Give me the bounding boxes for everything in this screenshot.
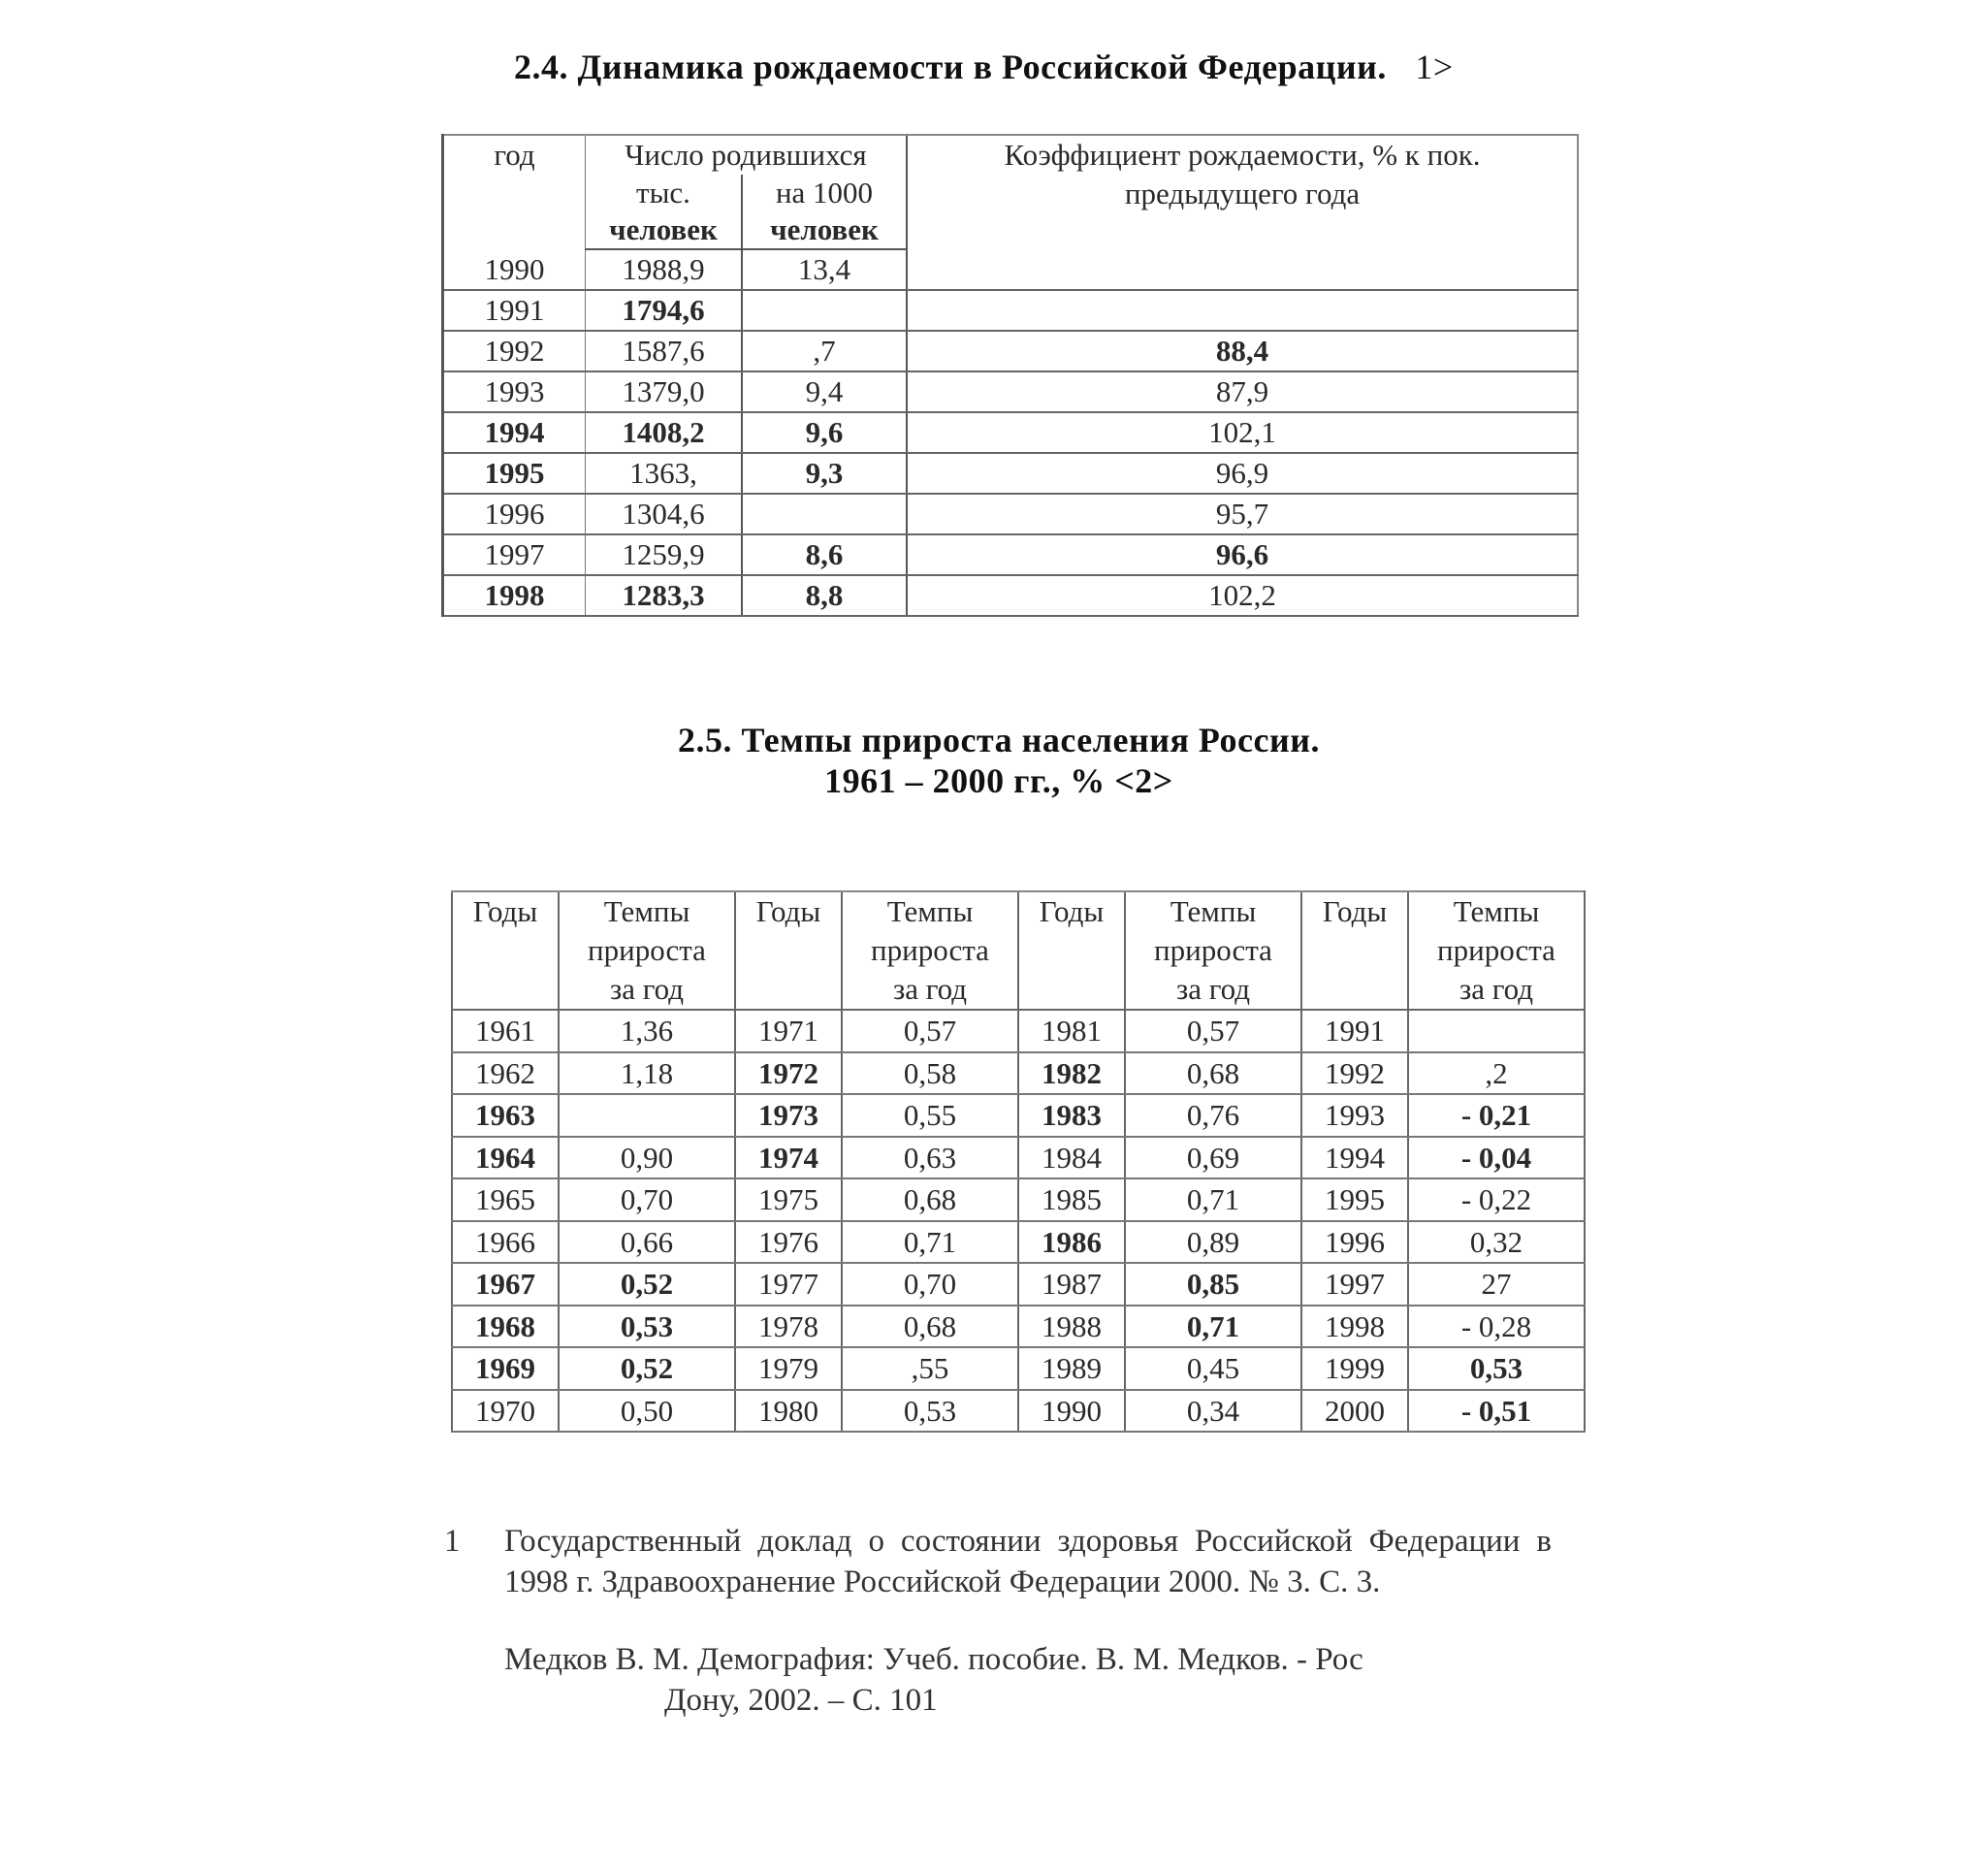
cell-thousand: 1408,2	[586, 412, 743, 453]
table-row	[443, 290, 1579, 331]
cell-year: 1981	[1018, 1010, 1125, 1052]
header-rate	[559, 891, 735, 1010]
cell-coef: 96,6	[907, 534, 1578, 575]
cell-growth-rate: - 0,51	[1408, 1390, 1585, 1433]
header-rate	[842, 891, 1018, 1010]
table-population-growth	[451, 890, 1586, 1433]
cell-year: 1989	[1018, 1347, 1125, 1390]
cell-growth-rate	[559, 1094, 735, 1137]
cell-growth-rate: 0,53	[842, 1390, 1018, 1433]
cell-year: 2000	[1301, 1390, 1408, 1433]
cell-growth-rate: 0,32	[1408, 1221, 1585, 1264]
cell-growth-rate: 0,53	[559, 1306, 735, 1348]
cell-thousand: 1794,6	[586, 290, 743, 331]
cell-growth-rate: - 0,04	[1408, 1137, 1585, 1179]
cell-year: 1969	[452, 1347, 559, 1390]
cell-growth-rate	[1408, 1010, 1585, 1052]
cell-year: 1996	[1301, 1221, 1408, 1264]
cell-per1000: 9,4	[742, 371, 907, 412]
cell-growth-rate: 1,36	[559, 1010, 735, 1052]
table-row	[443, 371, 1579, 412]
cell-year: 1977	[735, 1263, 842, 1306]
cell-growth-rate: 0,71	[842, 1221, 1018, 1264]
cell-year: 1991	[1301, 1010, 1408, 1052]
table-row	[443, 534, 1579, 575]
cell-year: 1988	[1018, 1306, 1125, 1348]
cell-coef	[907, 249, 1578, 290]
header-thousand-line2: человек	[586, 211, 743, 249]
cell-growth-rate: 0,57	[842, 1010, 1018, 1052]
cell-year: 1974	[735, 1137, 842, 1179]
cell-year: 1975	[735, 1178, 842, 1221]
cell-year: 1990	[443, 249, 586, 290]
cell-year: 1970	[452, 1390, 559, 1433]
cell-per1000: 13,4	[742, 249, 907, 290]
cell-year: 1983	[1018, 1094, 1125, 1137]
footnote-1: Государственный доклад о состоянии здоровья Российской Федерации в 1998 г. Здравоохранение Российской Федерации 2000. № 3. С. 3.	[504, 1524, 1552, 1599]
cell-year: 1994	[1301, 1137, 1408, 1179]
cell-growth-rate: - 0,21	[1408, 1094, 1585, 1137]
header-rate-line3: за год	[1175, 972, 1251, 1006]
cell-per1000: 8,6	[742, 534, 907, 575]
header-coef-line2: предыдущего года	[1124, 177, 1361, 210]
cell-year: 1968	[452, 1306, 559, 1348]
cell-year: 1963	[452, 1094, 559, 1137]
header-years: Годы	[1301, 891, 1408, 1010]
header-years: Годы	[1018, 891, 1125, 1010]
cell-growth-rate: 0,90	[559, 1137, 735, 1179]
cell-year: 1995	[443, 453, 586, 494]
cell-growth-rate: 0,71	[1125, 1306, 1301, 1348]
cell-year: 1979	[735, 1347, 842, 1390]
table-row	[452, 1094, 1585, 1137]
cell-growth-rate: 0,45	[1125, 1347, 1301, 1390]
header-rate	[1408, 891, 1585, 1010]
cell-year: 1994	[443, 412, 586, 453]
table-row	[443, 453, 1579, 494]
header-year: год	[443, 135, 586, 249]
cell-growth-rate: 0,34	[1125, 1390, 1301, 1433]
cell-year: 1992	[443, 331, 586, 371]
footnote-2-line1: Медков В. М. Демография: Учеб. пособие. В. М. Медков. - Рос	[504, 1642, 1363, 1677]
cell-year: 1980	[735, 1390, 842, 1433]
cell-per1000: 9,6	[742, 412, 907, 453]
cell-growth-rate: 27	[1408, 1263, 1585, 1306]
cell-coef: 88,4	[907, 331, 1578, 371]
cell-thousand: 1587,6	[586, 331, 743, 371]
cell-year: 1967	[452, 1263, 559, 1306]
cell-thousand: 1283,3	[586, 575, 743, 616]
cell-year: 1998	[1301, 1306, 1408, 1348]
header-coef	[907, 135, 1578, 249]
table-2-5-subtitle: 1961 – 2000 гг., % <2>	[824, 761, 1173, 800]
cell-year: 1965	[452, 1178, 559, 1221]
table-row	[452, 1178, 1585, 1221]
cell-thousand: 1988,9	[586, 249, 743, 290]
footnote-2	[504, 1639, 1552, 1721]
cell-coef: 96,9	[907, 453, 1578, 494]
header-rate-line1: Темпы	[603, 894, 690, 928]
cell-growth-rate: 0,89	[1125, 1221, 1301, 1264]
table-row	[452, 1347, 1585, 1390]
cell-year: 1978	[735, 1306, 842, 1348]
cell-growth-rate: - 0,28	[1408, 1306, 1585, 1348]
header-rate-line1: Темпы	[886, 894, 974, 928]
cell-growth-rate: 0,57	[1125, 1010, 1301, 1052]
table-2-5-title: 2.5. Темпы прироста населения России.	[678, 721, 1320, 759]
cell-growth-rate: 0,71	[1125, 1178, 1301, 1221]
cell-year: 1971	[735, 1010, 842, 1052]
cell-growth-rate: 0,68	[842, 1306, 1018, 1348]
cell-per1000: 8,8	[742, 575, 907, 616]
cell-year: 1966	[452, 1221, 559, 1264]
cell-year: 1999	[1301, 1347, 1408, 1390]
cell-year: 1982	[1018, 1052, 1125, 1095]
header-per1000-line1: на 1000	[742, 175, 907, 211]
table-row	[452, 1010, 1585, 1052]
cell-year: 1991	[443, 290, 586, 331]
cell-year: 1985	[1018, 1178, 1125, 1221]
cell-growth-rate: ,2	[1408, 1052, 1585, 1095]
cell-growth-rate: 0,58	[842, 1052, 1018, 1095]
table-row	[443, 494, 1579, 534]
cell-growth-rate: 1,18	[559, 1052, 735, 1095]
table-row	[452, 1263, 1585, 1306]
cell-growth-rate: 0,50	[559, 1390, 735, 1433]
cell-year: 1997	[1301, 1263, 1408, 1306]
cell-year: 1962	[452, 1052, 559, 1095]
header-rate	[1125, 891, 1301, 1010]
cell-growth-rate: 0,70	[559, 1178, 735, 1221]
cell-per1000: ,7	[742, 331, 907, 371]
cell-growth-rate: 0,66	[559, 1221, 735, 1264]
cell-thousand: 1379,0	[586, 371, 743, 412]
cell-year: 1987	[1018, 1263, 1125, 1306]
cell-coef	[907, 290, 1578, 331]
cell-per1000	[742, 290, 907, 331]
cell-coef: 102,1	[907, 412, 1578, 453]
cell-growth-rate: 0,68	[1125, 1052, 1301, 1095]
footnote-1-mark: 1	[444, 1524, 461, 1559]
header-rate-line2: прироста	[1437, 933, 1555, 967]
table-2-4-title-text: 2.4. Динамика рождаемости в Российской Федерации.	[514, 48, 1387, 86]
header-years: Годы	[452, 891, 559, 1010]
header-thousand-line1: тыс.	[586, 175, 743, 211]
cell-year: 1992	[1301, 1052, 1408, 1095]
cell-year: 1995	[1301, 1178, 1408, 1221]
cell-coef: 95,7	[907, 494, 1578, 534]
cell-coef: 87,9	[907, 371, 1578, 412]
header-rate-line2: прироста	[1154, 933, 1272, 967]
cell-year: 1990	[1018, 1390, 1125, 1433]
table-row	[443, 249, 1579, 290]
cell-coef: 102,2	[907, 575, 1578, 616]
header-born: Число родившихся	[586, 135, 908, 175]
table-birth-rate	[441, 134, 1579, 617]
footnote-2-line2: Дону, 2002. – С. 101	[664, 1683, 938, 1718]
cell-growth-rate: 0,52	[559, 1263, 735, 1306]
header-rate-line1: Темпы	[1453, 894, 1540, 928]
header-rate-line2: прироста	[871, 933, 989, 967]
table-row	[452, 1390, 1585, 1433]
cell-year: 1993	[1301, 1094, 1408, 1137]
cell-year: 1984	[1018, 1137, 1125, 1179]
cell-thousand: 1259,9	[586, 534, 743, 575]
header-rate-line2: прироста	[588, 933, 706, 967]
cell-growth-rate: 0,76	[1125, 1094, 1301, 1137]
cell-year: 1996	[443, 494, 586, 534]
table-row	[443, 575, 1579, 616]
cell-growth-rate: 0,53	[1408, 1347, 1585, 1390]
header-rate-line3: за год	[892, 972, 968, 1006]
cell-growth-rate: 0,70	[842, 1263, 1018, 1306]
cell-growth-rate: 0,68	[842, 1178, 1018, 1221]
cell-year: 1976	[735, 1221, 842, 1264]
cell-thousand: 1304,6	[586, 494, 743, 534]
cell-year: 1998	[443, 575, 586, 616]
cell-per1000	[742, 494, 907, 534]
cell-growth-rate: 0,52	[559, 1347, 735, 1390]
cell-year: 1993	[443, 371, 586, 412]
cell-year: 1961	[452, 1010, 559, 1052]
table-row	[452, 1137, 1585, 1179]
table-row	[443, 331, 1579, 371]
header-rate-line3: за год	[609, 972, 685, 1006]
table-2-4-title	[388, 47, 1610, 87]
cell-year: 1964	[452, 1137, 559, 1179]
cell-growth-rate: 0,69	[1125, 1137, 1301, 1179]
cell-year: 1972	[735, 1052, 842, 1095]
cell-growth-rate: - 0,22	[1408, 1178, 1585, 1221]
header-coef-line1: Коэффициент рождаемости, % к пок.	[1004, 138, 1481, 172]
cell-year: 1973	[735, 1094, 842, 1137]
header-rate-line3: за год	[1459, 972, 1534, 1006]
table-row	[452, 1052, 1585, 1095]
header-per1000-line2: человек	[742, 211, 907, 249]
cell-per1000: 9,3	[742, 453, 907, 494]
cell-growth-rate: 0,85	[1125, 1263, 1301, 1306]
cell-thousand: 1363,	[586, 453, 743, 494]
header-rate-line1: Темпы	[1170, 894, 1257, 928]
header-years: Годы	[735, 891, 842, 1010]
cell-year: 1986	[1018, 1221, 1125, 1264]
table-2-4-footnote-ref: 1>	[1415, 48, 1454, 86]
cell-growth-rate: 0,55	[842, 1094, 1018, 1137]
table-row	[452, 1306, 1585, 1348]
table-row	[452, 1221, 1585, 1264]
cell-growth-rate: ,55	[842, 1347, 1018, 1390]
cell-year: 1997	[443, 534, 586, 575]
cell-growth-rate: 0,63	[842, 1137, 1018, 1179]
table-row	[443, 412, 1579, 453]
